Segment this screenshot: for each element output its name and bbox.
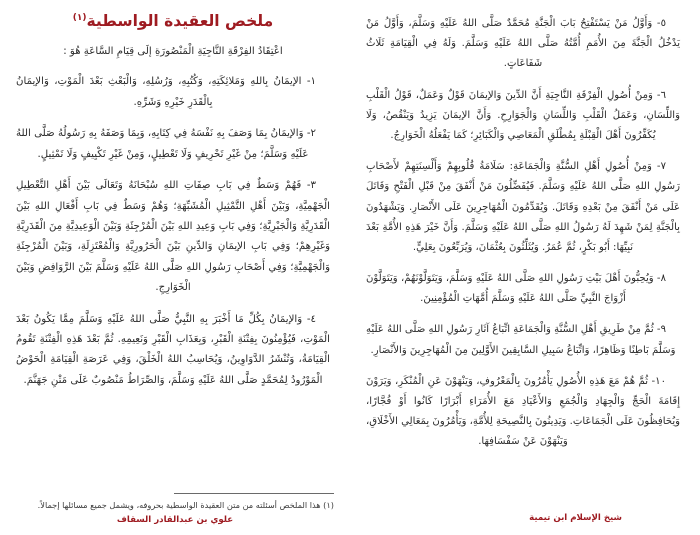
footnote-section — [16, 493, 334, 525]
creed-item-6: ٦- وَمِنْ أُصُولِ الْفِرْقَةِ النَّاجِيَةِ أَنَّ الدِّينَ وَالإيمَانَ قَوْلٌ وَعَمَلٌ، قَوْلُ الْقَلْبِ وَاللِّسَانِ، وَعَمَلُ الْقَلْبِ وَاللِّسَانِ وَالْجَوَارِحِ. وَأَنَّ الإيمَانَ يَزِيدُ وَيَنْقُصُ، وَلَا يُكَفِّرُونَ أَهْلَ الْقِبْلَةِ بِمُطْلَقِ الْمَعَاصِي وَالْكَبَائِرِ؛ كَمَا يَفْعَلُهُ الْخَوَارِجُ. — [366, 89, 680, 141]
creed-item-3: ٣- فَهُمْ وَسَطٌ فِي بَابِ صِفَاتِ اللهِ سُبْحَانَهُ وَتَعَالَى بَيْنَ أَهْلِ التَّعْطِيلِ الْجَهْمِيَّةِ، وَبَيْنَ أَهْلِ التَّمْثِيلِ الْمُشَبِّهَةِ؛ وَهُمْ وَسَطٌ فِي بَابِ أَفْعَالِ اللهِ بَيْنَ الْقَدَرِيَّةِ وَالْجَبْرِيَّةِ؛ وَفِي بَابِ وَعِيدِ اللهِ بَيْنَ الْمُرْجِئَةِ وَبَيْنَ الْوَعِيدِيَّةِ مِنَ الْقَدَرِيَّةِ وَغَيْرِهِمْ؛ وَفِي بَابِ الإيمَانِ وَالدِّينِ بَيْنَ الْحَرُورِيَّةِ وَالْمُعْتَزِلَةِ، وَبَيْنَ الْمُرْجِئَةِ وَالْجَهْمِيَّةِ؛ وَفِي أَصْحَابِ رَسُولِ اللهِ صَلَّى اللهُ عَلَيْهِ وَسَلَّمَ بَيْنَ الرَّوَافِضِ وَبَيْنَ الْخَوَارِجِ. — [16, 180, 330, 294]
left-page — [352, 0, 700, 535]
intro-line: اعْتِقَادُ الفِرْقَةِ النَّاجِيَةِ الْمَنْصُورَةِ إلَى قِيَامِ السَّاعَةِ هُوَ : — [63, 45, 283, 57]
page-title-text: ملخص العقيدة الواسطية — [86, 12, 274, 30]
creed-item-4: ٤- وَالإيمَانُ بِكُلِّ مَا أَخْبَرَ بِهِ النَّبِيُّ صَلَّى اللهُ عَلَيْهِ وَسَلَّمَ مِمَّا يَكُونُ بَعْدَ الْمَوْتِ، فَيُؤْمِنُونَ بِفِتْنَةِ الْقَبْرِ، وَبِعَذَابِ الْقَبْرِ وَنَعِيمِهِ. ثُمَّ بَعْدَ هَذِهِ الْفِتْنَةِ تَقُومُ الْقِيَامَةُ، وَتُنْشَرُ الدَّوَاوِينُ، وَيُحَاسِبُ اللهُ الْخَلْقَ، وَفِي عَرَصَةِ الْقِيَامَةِ الْحَوْضُ الْمَوْرُودُ لِمُحَمَّدٍ صَلَّى اللهُ عَلَيْهِ وَسَلَّمَ، وَالصِّرَاطُ مَنْصُوبٌ عَلَى مَتْنِ جَهَنَّمَ. — [16, 313, 330, 386]
creed-item-5: ٥- وَأَوَّلُ مَنْ يَسْتَفْتِحُ بَابَ الْجَنَّةِ مُحَمَّدٌ صَلَّى اللهُ عَلَيْهِ وَسَلَّمَ، وَأَوَّلُ مَنْ يَدْخُلُ الْجَنَّةَ مِنَ الأُمَمِ أُمَّتُهُ صَلَّى اللهُ عَلَيْهِ وَسَلَّمَ. وَلَهُ فِي الْقِيَامَةِ ثَلَاثُ شَفَاعَاتٍ. — [366, 18, 680, 70]
creed-item-9: ٩- ثُمَّ مِنْ طَرِيقِ أَهْلِ السُّنَّةِ وَالْجَمَاعَةِ اتِّبَاعُ آثَارِ رَسُولِ اللهِ صَلَّى اللهُ عَلَيْهِ وَسَلَّمَ بَاطِنًا وَظَاهِرًا، وَاتِّبَاعُ سَبِيلِ السَّابِقِينَ الأَوَّلِينَ مِنَ الْمُهَاجِرِينَ وَالأَنْصَارِ. — [366, 324, 676, 356]
creed-item-1: ١- الإيمَانُ بِاللهِ وَمَلائِكَتِهِ، وَكُتُبِهِ، وَرُسُلِهِ، وَالْبَعْثِ بَعْدَ الْمَوْتِ، وَالإيمَانُ بِالْقَدَرِ خَيْرِهِ وَشَرِّهِ. — [16, 76, 316, 108]
footnote-text: (١) هذا الملخص أسئلته من متن العقيدة الواسطية بحروفه، ويشمل جميع مسائلها إجمالاً. — [37, 500, 334, 511]
creed-item-8: ٨- وَيُحِبُّونَ أَهْلَ بَيْتِ رَسُولِ اللهِ صَلَّى اللهُ عَلَيْهِ وَسَلَّمَ، وَيَتَوَلَّوْنَهُمْ، وَيَتَوَلَّوْنَ أَزْوَاجَ النَّبِيِّ صَلَّى اللهُ عَلَيْهِ وَسَلَّمَ أُمَّهَاتِ الْمُؤْمِنِينَ. — [366, 273, 666, 305]
creed-item-2: ٢- وَالإيمَانُ بِمَا وَصَفَ بِهِ نَفْسَهُ فِي كِتَابِهِ، وَبِمَا وَصَفَهُ بِهِ رَسُولُهُ صَلَّى اللهُ عَلَيْهِ وَسَلَّمَ؛ مِنْ غَيْرِ تَحْرِيفٍ وَلَا تَعْطِيلٍ، وَمِنْ غَيْرِ تَكْيِيفٍ وَلَا تَمْثِيلٍ. — [16, 128, 316, 160]
title-footnote-marker: (١) — [72, 12, 87, 23]
footnote-author: علوي بن عبدالقادر السقاف — [116, 515, 234, 525]
creed-item-7: ٧- وَمِنْ أُصُولِ أَهْلِ السُّنَّةِ وَالْجَمَاعَةِ: سَلَامَةُ قُلُوبِهِمْ وَأَلْسِنَتِهِمْ لأَصْحَابِ رَسُولِ اللهِ صَلَّى اللهُ عَلَيْهِ وَسَلَّمَ. فَيُفَضِّلُونَ مَنْ أَنْفَقَ مِنْ قَبْلِ الْفَتْحِ وَقَاتَلَ عَلَى مَنْ أَنْفَقَ مِنْ بَعْدِهِ وَقَاتَلَ. وَيُقَدِّمُونَ الْمُهَاجِرِينَ عَلَى الأَنْصَارِ. وَيَشْهَدُونَ بِالْجَنَّةِ لِمَنْ شَهِدَ لَهُ رَسُولُ اللهِ صَلَّى اللهُ عَلَيْهِ وَسَلَّمَ. وَأَنَّ خَيْرَ هَذِهِ الأُمَّةِ بَعْدَ نَبِيِّهَا: أَبُو بَكْرٍ، ثُمَّ عُمَرُ. وَيُثَلِّثُونَ بِعُثْمَانَ، وَيُرَبِّعُونَ بِعَلِيٍّ. — [366, 161, 680, 253]
author-attribution: شيخ الإسلام ابن تيمية — [529, 513, 622, 523]
footnote-separator — [174, 493, 334, 494]
page-title — [16, 12, 330, 31]
creed-item-10: ١٠- ثُمَّ هُمْ مَعَ هَذِهِ الأُصُولِ يَأْمُرُونَ بِالْمَعْرُوفِ، وَيَنْهَوْنَ عَنِ الْمُنْكَرِ، وَيَرَوْنَ إِقَامَةَ الْحَجِّ وَالْجِهَادِ وَالْجُمَعِ وَالأَعْيَادِ مَعَ الأُمَرَاءِ أَبْرَارًا كَانُوا أَوْ فُجَّارًا، وَيُحَافِظُونَ عَلَى الْجَمَاعَاتِ. وَيَدِينُونَ بِالنَّصِيحَةِ لِلأُمَّةِ، وَيَأْمُرُونَ بِمَعَالِي الأَخْلَاقِ، وَيَنْهَوْنَ عَنْ سَفْسَافِهَا. — [366, 375, 680, 448]
